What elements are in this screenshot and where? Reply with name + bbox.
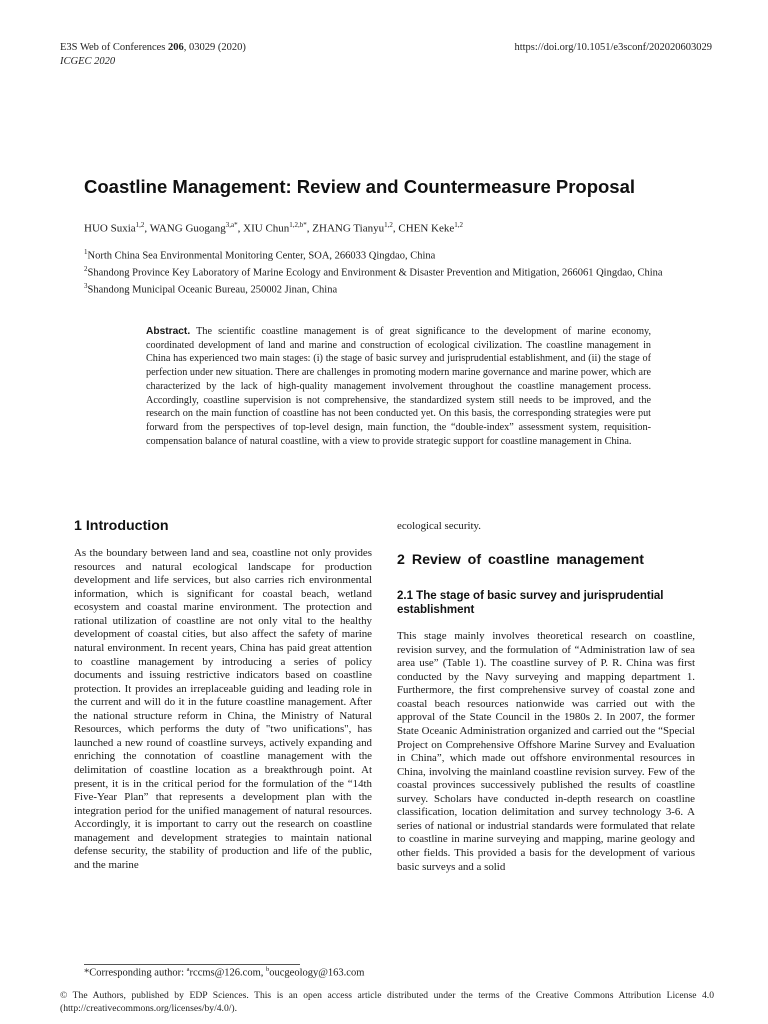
footnote-divider: [84, 964, 300, 965]
section-heading-review: 2 Review of coastline management: [397, 552, 644, 568]
abstract-text: The scientific coastline management is of great significance to the development of marine economy, coordinated development of land and marine and construction of ecological civilization. The coastline management in China has experienced two main stages: (i) the stage of basic survey and jurisprudential establishment, and (ii) the stage of perfection under new situation. There are challenges in promoting modern marine governance and marine power, which are characterized by the lack of high-quality management involvement throughout the coastline management process. Accordingly, coastline supervision is not comprehensive, the standardized system still needs to be improved, and the research on the main function of coastline has not been conducted yet. On this basis, the corresponding strategies were put forward from the perspectives of top-level design, main function, the “double-index” assessment system, requisition-compensation balance of natural coastline, with a view to provide strategic support for coastline management in China.: [146, 326, 651, 447]
affiliation-item: [84, 263, 704, 280]
affiliation-mark: 3: [84, 282, 88, 290]
footnote-prefix: *Corresponding author:: [84, 967, 187, 979]
paper-title: Coastline Management: Review and Countermeasure Proposal: [84, 176, 636, 197]
corresponding-author-footnote: [84, 966, 364, 979]
email-mark-a: a: [186, 966, 190, 973]
author-list: HUO Suxia$^{1,2}$, WANG Guogang$^{3,a*}$, XIU Chun$^{1,2,b*}$, ZHANG Tianyu$^{1,2}$, CHEN Keke$^{1,2}$: [84, 221, 464, 235]
introduction-continuation-text: ecological security.: [397, 520, 481, 532]
journal-suffix: , 03029 (2020): [183, 42, 246, 53]
email-mark-b: b: [266, 966, 270, 973]
introduction-paragraph: As the boundary between land and sea, coastline not only provides resources and natural ecological landscape for production development and life services, but also carries rich environmental information, which is significant for coastal beach, wetland ecosystem and coastal marine environment. The protection and rational utilization of coastline are not only vital to the healthy development of coastal cities, but also affect the safety of marine natural environment. In recent years, China has paid great attention to coastline management by introducing a series of policy documents and issuing restrictive indicators based on coastline protection. It provides an irreplaceable guiding and leading role in the current and will do it in the future coastline management. After the national structure reform in China, the Ministry of Natural Resources, which performs the duty of "two unifications", has launched a new round of coastline surveys, actively expanding and enriching the connotation of coastline management with the delimitation of coastline location as a breakthrough point. At present, it is in the critical period for the formulation of the “14th Five-Year Plan” that represents a development plan with the integration period for the unified management of natural resources. Accordingly, it is important to carry out the research on coastline management and development strategies to maintain national defense security, the stability of production and life of the public, and the marine: [74, 547, 372, 871]
affiliation-mark: 2: [84, 265, 88, 273]
affiliation-text: North China Sea Environmental Monitoring Center, SOA, 266033 Qingdao, China: [87, 250, 436, 262]
affiliation-item: [84, 246, 704, 263]
abstract: [146, 325, 651, 448]
email-a[interactable]: rccms@126.com,: [189, 967, 266, 979]
section-heading-introduction: 1 Introduction: [74, 518, 169, 534]
journal-citation: [60, 42, 246, 53]
author-affil-mark: 3,a*: [225, 221, 238, 229]
review-body: [397, 630, 695, 874]
affiliation-text: Shandong Province Key Laboratory of Marine Ecology and Environment & Disaster Prevention and Mitigation, 266061 Qingdao, China: [87, 267, 663, 279]
affiliation-item: [84, 280, 704, 297]
author-affil-mark: 1,2: [135, 221, 145, 229]
email-b[interactable]: oucgeology@163.com: [269, 967, 365, 979]
author-name: HUO Suxia: [84, 222, 136, 235]
author-affil-mark: 1,2: [384, 221, 393, 229]
copyright-notice: © The Authors, published by EDP Sciences. This is an open access article distributed under the terms of the Creative Commons Attribution License 4.0 (http://creativecommons.org/licenses/by/4.0/).: [60, 990, 714, 1014]
conference-name: ICGEC 2020: [60, 56, 116, 67]
author-name: XIU Chun: [243, 222, 290, 235]
review-paragraph: This stage mainly involves theoretical research on coastline, revision survey, and the formulation of “Administration law of sea area use” (Table 1). The coastline survey of P. R. China was first conducted by the Navy surveying and mapping department 1. Furthermore, the first comprehensive survey of coastal zone and coastal beach resources nationwide was carried out with the approval of the State Council in the 1980s 2. In 2007, the former State Oceanic Administration organized and carried out the “Special Project on Comprehensive Offshore Marine Survey and Evaluation in China”, which made out offshore environmental resources in China, involving the mainland coastline revision survey. Few of the coastal provinces successively published the results of coastline survey. Scholars have conducted in-depth research on coastline classification, location delimitation and survey technology 3-6. A series of national or industrial standards were formulated that relate to coastline in marine surveying and mapping, marine geology and other fields. This provided a basis for the development of various basic surveys and a solid: [397, 630, 695, 873]
doi-link[interactable]: https://doi.org/10.1051/e3sconf/202020603029: [514, 42, 712, 53]
affiliation-text: Shandong Municipal Oceanic Bureau, 250002 Jinan, China: [87, 284, 338, 296]
introduction-body: [74, 547, 372, 873]
author-affil-mark: 1,2: [454, 221, 464, 229]
journal-prefix: E3S Web of Conferences: [60, 42, 169, 53]
introduction-continuation: [397, 520, 695, 534]
subsection-heading-basic-survey: 2.1 The stage of basic survey and jurisprudential establishment: [397, 590, 664, 616]
author-affil-mark: 1,2,b*: [289, 221, 307, 229]
abstract-label: Abstract.: [146, 326, 191, 337]
author-name: WANG Guogang: [149, 222, 226, 235]
affiliations: [84, 246, 704, 297]
journal-volume: 206: [168, 42, 184, 53]
author-name: ZHANG Tianyu: [312, 222, 385, 235]
author-name: CHEN Keke: [398, 222, 455, 235]
affiliation-mark: 1: [84, 248, 88, 256]
